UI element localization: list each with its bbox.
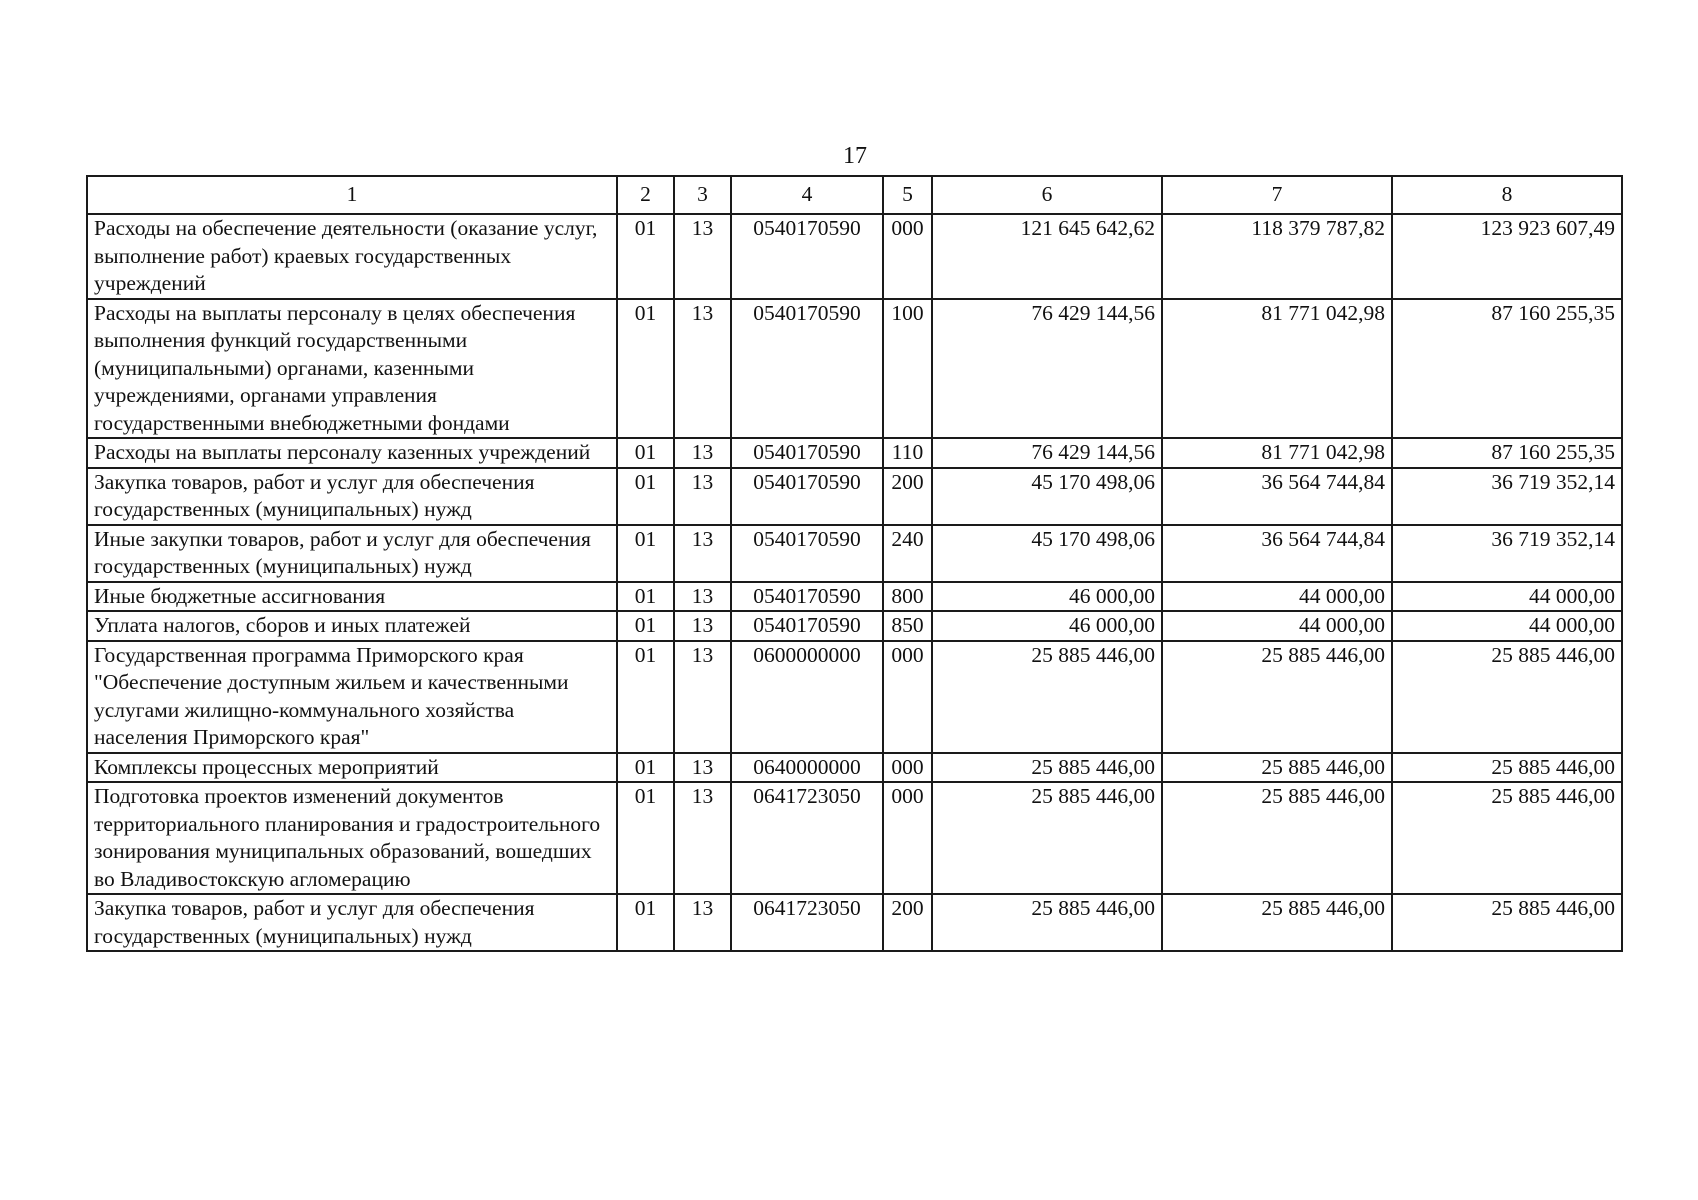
amount-col-6: 76 429 144,56 xyxy=(932,438,1162,468)
amount-col-8: 44 000,00 xyxy=(1392,611,1622,641)
section-code: 01 xyxy=(617,214,674,299)
amount-col-7: 44 000,00 xyxy=(1162,611,1392,641)
amount-col-6: 25 885 446,00 xyxy=(932,894,1162,951)
section-code: 01 xyxy=(617,894,674,951)
subsection-code: 13 xyxy=(674,214,731,299)
target-article-code: 0640000000 xyxy=(731,753,883,783)
expense-type-code: 110 xyxy=(883,438,932,468)
table-row xyxy=(87,582,1622,612)
amount-col-8: 123 923 607,49 xyxy=(1392,214,1622,299)
section-code: 01 xyxy=(617,641,674,753)
amount-col-8: 25 885 446,00 xyxy=(1392,894,1622,951)
amount-col-7: 25 885 446,00 xyxy=(1162,782,1392,894)
section-code: 01 xyxy=(617,582,674,612)
column-header: 2 xyxy=(617,176,674,214)
amount-col-7: 81 771 042,98 xyxy=(1162,299,1392,439)
expense-name: Закупка товаров, работ и услуг для обеспечения государственных (муниципальных) нужд xyxy=(87,468,617,525)
subsection-code: 13 xyxy=(674,468,731,525)
table-row xyxy=(87,525,1622,582)
amount-col-7: 36 564 744,84 xyxy=(1162,525,1392,582)
table-row xyxy=(87,468,1622,525)
amount-col-8: 36 719 352,14 xyxy=(1392,525,1622,582)
amount-col-6: 45 170 498,06 xyxy=(932,525,1162,582)
section-code: 01 xyxy=(617,611,674,641)
amount-col-8: 25 885 446,00 xyxy=(1392,782,1622,894)
table-header-row xyxy=(87,176,1622,214)
section-code: 01 xyxy=(617,438,674,468)
table-row xyxy=(87,214,1622,299)
expense-type-code: 100 xyxy=(883,299,932,439)
amount-col-6: 46 000,00 xyxy=(932,611,1162,641)
target-article-code: 0540170590 xyxy=(731,468,883,525)
table-row xyxy=(87,438,1622,468)
expense-type-code: 000 xyxy=(883,641,932,753)
section-code: 01 xyxy=(617,782,674,894)
table-row xyxy=(87,894,1622,951)
section-code: 01 xyxy=(617,299,674,439)
table-row xyxy=(87,611,1622,641)
amount-col-6: 45 170 498,06 xyxy=(932,468,1162,525)
amount-col-6: 25 885 446,00 xyxy=(932,782,1162,894)
amount-col-8: 87 160 255,35 xyxy=(1392,438,1622,468)
target-article-code: 0540170590 xyxy=(731,525,883,582)
amount-col-6: 76 429 144,56 xyxy=(932,299,1162,439)
target-article-code: 0641723050 xyxy=(731,894,883,951)
column-header: 4 xyxy=(731,176,883,214)
subsection-code: 13 xyxy=(674,525,731,582)
column-header: 6 xyxy=(932,176,1162,214)
expense-type-code: 200 xyxy=(883,468,932,525)
expense-name: Расходы на выплаты персоналу в целях обеспечения выполнения функций государственными (муниципальными) органами, казенными учреждениями, органами управления государственными внебюджетными фондами xyxy=(87,299,617,439)
table-row xyxy=(87,782,1622,894)
amount-col-7: 25 885 446,00 xyxy=(1162,894,1392,951)
expense-type-code: 000 xyxy=(883,753,932,783)
amount-col-7: 81 771 042,98 xyxy=(1162,438,1392,468)
budget-table xyxy=(86,175,1623,952)
amount-col-8: 25 885 446,00 xyxy=(1392,753,1622,783)
subsection-code: 13 xyxy=(674,753,731,783)
column-header: 8 xyxy=(1392,176,1622,214)
amount-col-7: 44 000,00 xyxy=(1162,582,1392,612)
expense-name: Расходы на выплаты персоналу казенных учреждений xyxy=(87,438,617,468)
column-header: 3 xyxy=(674,176,731,214)
amount-col-7: 118 379 787,82 xyxy=(1162,214,1392,299)
expense-type-code: 850 xyxy=(883,611,932,641)
amount-col-6: 46 000,00 xyxy=(932,582,1162,612)
column-header: 7 xyxy=(1162,176,1392,214)
amount-col-7: 25 885 446,00 xyxy=(1162,753,1392,783)
subsection-code: 13 xyxy=(674,894,731,951)
expense-type-code: 800 xyxy=(883,582,932,612)
target-article-code: 0600000000 xyxy=(731,641,883,753)
section-code: 01 xyxy=(617,525,674,582)
amount-col-8: 87 160 255,35 xyxy=(1392,299,1622,439)
section-code: 01 xyxy=(617,468,674,525)
subsection-code: 13 xyxy=(674,782,731,894)
expense-name: Иные бюджетные ассигнования xyxy=(87,582,617,612)
amount-col-8: 44 000,00 xyxy=(1392,582,1622,612)
subsection-code: 13 xyxy=(674,582,731,612)
amount-col-6: 25 885 446,00 xyxy=(932,753,1162,783)
target-article-code: 0540170590 xyxy=(731,438,883,468)
target-article-code: 0540170590 xyxy=(731,299,883,439)
table-row xyxy=(87,299,1622,439)
column-header: 5 xyxy=(883,176,932,214)
page-number: 17 xyxy=(843,143,867,169)
amount-col-6: 25 885 446,00 xyxy=(932,641,1162,753)
section-code: 01 xyxy=(617,753,674,783)
target-article-code: 0540170590 xyxy=(731,582,883,612)
amount-col-8: 25 885 446,00 xyxy=(1392,641,1622,753)
subsection-code: 13 xyxy=(674,299,731,439)
expense-type-code: 000 xyxy=(883,214,932,299)
target-article-code: 0540170590 xyxy=(731,611,883,641)
expense-name: Подготовка проектов изменений документов территориального планирования и градостроительного зонирования муниципальных образований, вошедших во Владивостокскую агломерацию xyxy=(87,782,617,894)
expense-name: Закупка товаров, работ и услуг для обеспечения государственных (муниципальных) нужд xyxy=(87,894,617,951)
expense-name: Уплата налогов, сборов и иных платежей xyxy=(87,611,617,641)
subsection-code: 13 xyxy=(674,641,731,753)
subsection-code: 13 xyxy=(674,438,731,468)
table-row xyxy=(87,753,1622,783)
column-header: 1 xyxy=(87,176,617,214)
expense-type-code: 240 xyxy=(883,525,932,582)
target-article-code: 0641723050 xyxy=(731,782,883,894)
expense-name: Государственная программа Приморского края "Обеспечение доступным жильем и качественными услугами жилищно-коммунального хозяйства населения Приморского края" xyxy=(87,641,617,753)
amount-col-7: 36 564 744,84 xyxy=(1162,468,1392,525)
expense-name: Комплексы процессных мероприятий xyxy=(87,753,617,783)
expense-type-code: 000 xyxy=(883,782,932,894)
expense-name: Расходы на обеспечение деятельности (оказание услуг, выполнение работ) краевых государственных учреждений xyxy=(87,214,617,299)
amount-col-6: 121 645 642,62 xyxy=(932,214,1162,299)
expense-name: Иные закупки товаров, работ и услуг для обеспечения государственных (муниципальных) нужд xyxy=(87,525,617,582)
amount-col-7: 25 885 446,00 xyxy=(1162,641,1392,753)
amount-col-8: 36 719 352,14 xyxy=(1392,468,1622,525)
table-row xyxy=(87,641,1622,753)
target-article-code: 0540170590 xyxy=(731,214,883,299)
expense-type-code: 200 xyxy=(883,894,932,951)
subsection-code: 13 xyxy=(674,611,731,641)
